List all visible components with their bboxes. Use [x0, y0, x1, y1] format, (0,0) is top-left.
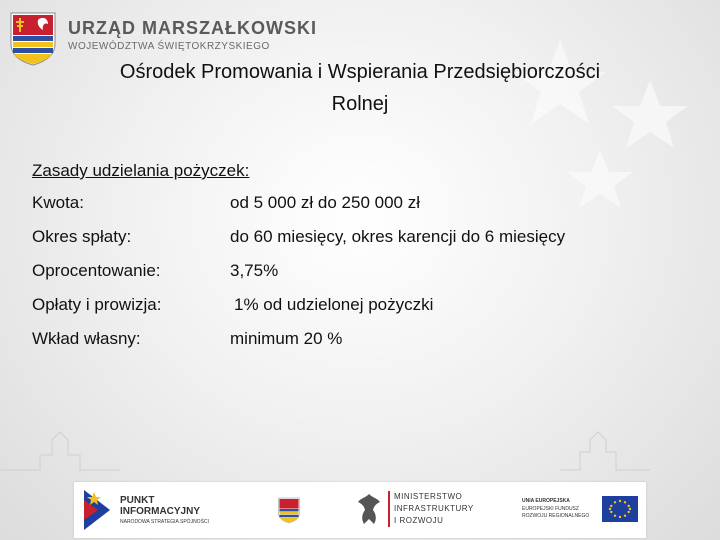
loan-terms-row-fees — [32, 288, 692, 322]
punkt-informacyjny-logo — [80, 482, 230, 538]
slide-title-line-1: Ośrodek Promowania i Wspierania Przedsiębiorczości — [119, 61, 601, 83]
slide-title — [30, 56, 690, 120]
loan-terms-row-amount — [32, 186, 692, 220]
ministry-line-3: I ROZWOJU — [394, 516, 444, 525]
interest-label: Oprocentowanie: — [32, 261, 161, 280]
eu-line-3: ROZWOJU REGIONALNEGO — [522, 513, 590, 519]
ministry-line-1: MINISTERSTWO — [394, 492, 463, 501]
ministry-line-2: INFRASTRUKTURY — [394, 504, 474, 513]
voivodeship-crest-logo — [274, 482, 304, 538]
amount-value: od 5 000 zł do 250 000 zł — [230, 193, 420, 212]
loan-terms-row-repayment — [32, 220, 692, 254]
loan-terms-row-interest — [32, 254, 692, 288]
slide-title-line-2: Rolnej — [331, 93, 389, 115]
repayment-label: Okres spłaty: — [32, 227, 132, 246]
repayment-value: do 60 miesięcy, okres karencji do 6 miesięcy — [230, 227, 566, 246]
own-contribution-value: minimum 20 % — [230, 329, 343, 348]
ministry-logo — [356, 482, 496, 538]
eu-line-1: UNIA EUROPEJSKA — [522, 498, 570, 504]
punkt-line-3: NARODOWA STRATEGIA SPÓJNOŚCI — [120, 519, 209, 525]
office-name: URZĄD MARSZAŁKOWSKI — [68, 18, 317, 38]
eu-line-2: EUROPEJSKI FUNDUSZ — [522, 506, 579, 512]
footer-logo-strip — [74, 482, 646, 538]
amount-label: Kwota: — [32, 193, 84, 212]
eu-flag-icon — [602, 496, 638, 522]
loan-terms — [32, 156, 692, 356]
loan-terms-heading: Zasady udzielania pożyczek: — [32, 161, 250, 180]
coat-of-arms-icon — [277, 494, 301, 526]
eagle-emblem-icon — [356, 492, 382, 526]
punkt-line-1: PUNKT — [120, 495, 155, 506]
star-arrow-icon — [80, 488, 114, 532]
own-contribution-label: Wkład własny: — [32, 329, 141, 348]
eu-logo — [514, 482, 644, 538]
interest-value: 3,75% — [230, 261, 279, 280]
office-subtitle: WOJEWÓDZTWA ŚWIĘTOKRZYSKIEGO — [68, 41, 270, 52]
punkt-line-2: INFORMACYJNY — [120, 506, 201, 517]
fees-label: Opłaty i prowizja: — [32, 295, 162, 314]
loan-terms-row-own-contribution — [32, 322, 692, 356]
fees-value: 1% od udzielonej pożyczki — [234, 295, 434, 314]
